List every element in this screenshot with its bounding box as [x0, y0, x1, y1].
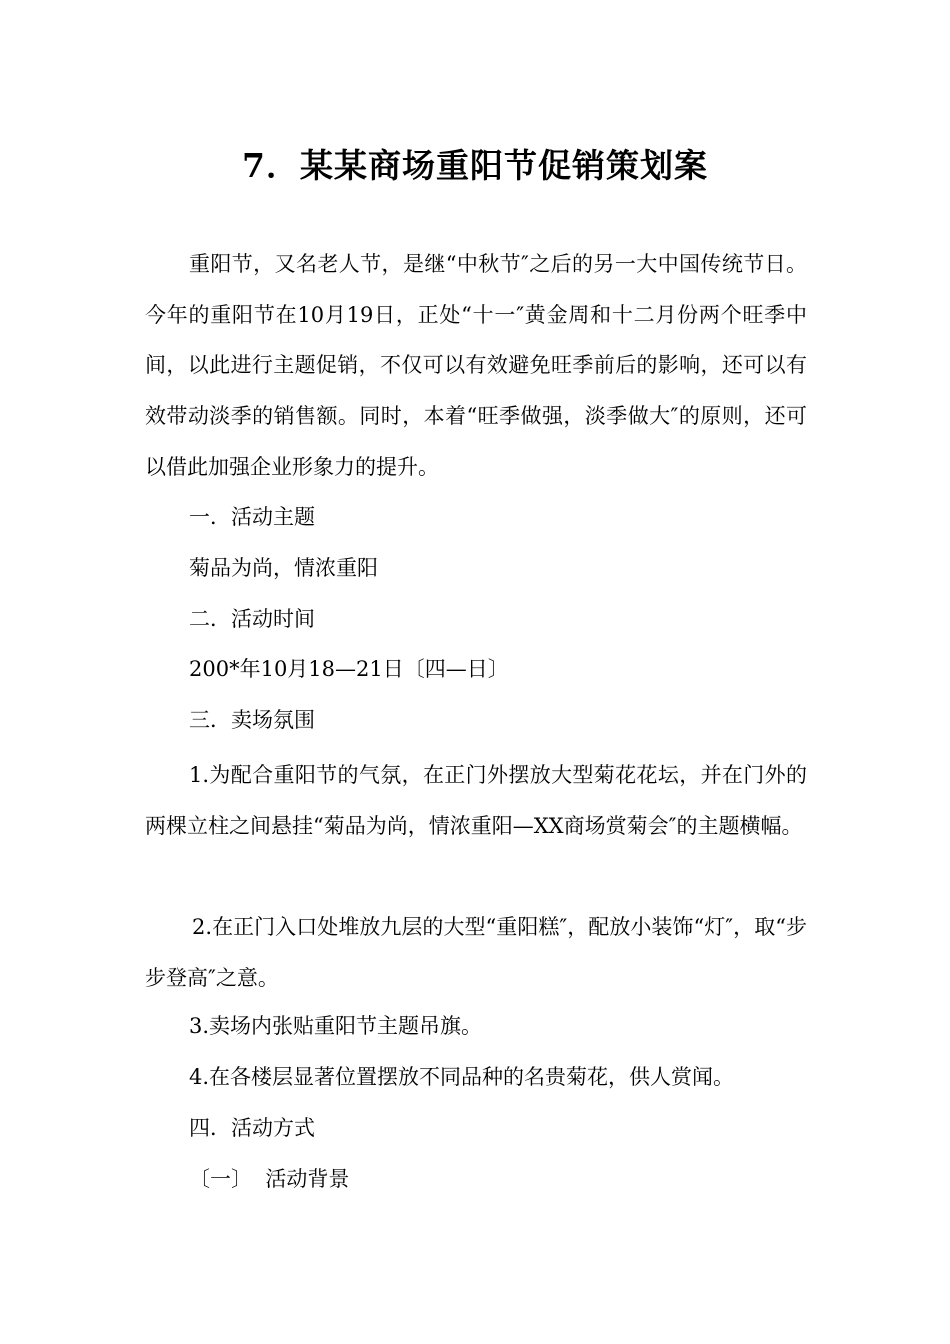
document-title: 7．某某商场重阳节促销策划案 [242, 146, 708, 185]
atmosphere-item-4: 4.在各楼层显著位置摆放不同品种的名贵菊花，供人赏闻。 [189, 1065, 735, 1089]
method-subheading-background: 〔一〕 活动背景 [189, 1167, 350, 1191]
section-heading-atmosphere: 三．卖场氛围 [189, 708, 315, 732]
theme-content: 菊品为尚，情浓重阳 [189, 556, 378, 580]
section-heading-time: 二．活动时间 [189, 607, 315, 631]
time-content: 200*年10月18—21日〔四—日〕 [189, 657, 509, 681]
atmosphere-item-3: 3.卖场内张贴重阳节主题吊旗。 [189, 1014, 483, 1038]
atmosphere-item-1: 1.为配合重阳节的气氛，在正门外摆放大型菊花花坛，并在门外的两棵立柱之间悬挂“菊品为尚，情浓重阳—XX商场赏菊会″的主题横幅。 [145, 763, 807, 838]
atmosphere-item-2: 2.在正门入口处堆放九层的大型“重阳糕″，配放小装饰“灯″，取“步步登高″之意。 [145, 915, 807, 990]
intro-paragraph: 重阳节，又名老人节，是继“中秋节″之后的另一大中国传统节日。今年的重阳节在10月19日，正处“十一″黄金周和十二月份两个旺季中间，以此进行主题促销，不仅可以有效避免旺季前后的影响，还可以有效带动淡季的销售额。同时，本着“旺季做强，淡季做大″的原则，还可以借此加强企业形象力的提升。 [145, 252, 807, 479]
section-heading-method: 四．活动方式 [189, 1116, 315, 1140]
section-heading-theme: 一．活动主题 [189, 505, 315, 529]
